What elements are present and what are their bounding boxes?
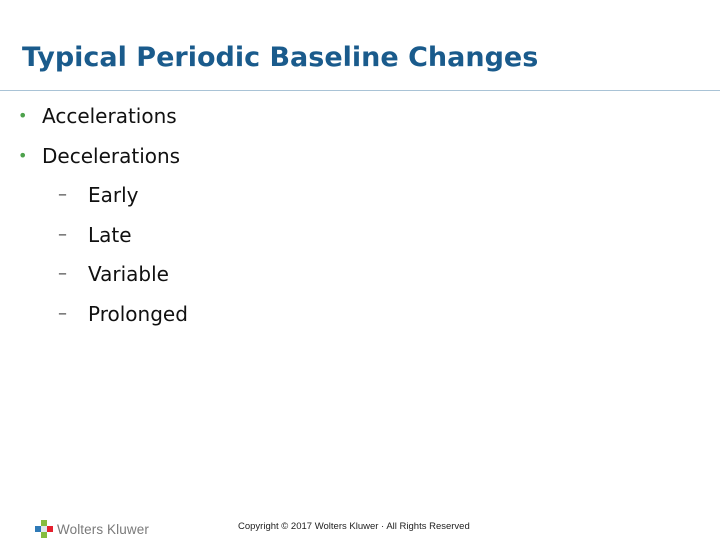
bullet-dash-icon: – bbox=[58, 303, 67, 324]
bullet-dot-icon: • bbox=[18, 106, 28, 125]
bullet-text-accelerations: Accelerations bbox=[42, 104, 177, 128]
bullet-dash-icon: – bbox=[58, 224, 67, 245]
wolters-kluwer-logo bbox=[35, 518, 149, 540]
sub-bullet-text-early: Early bbox=[88, 183, 139, 207]
wolters-kluwer-logo-icon bbox=[35, 520, 53, 538]
logo-wordmark: Wolters Kluwer bbox=[57, 521, 149, 537]
sub-bullet-text-variable: Variable bbox=[88, 262, 169, 286]
bullet-dash-icon: – bbox=[58, 184, 67, 205]
bullet-text-decelerations: Decelerations bbox=[42, 144, 181, 168]
copyright-notice: Copyright © 2017 Wolters Kluwer · All Rights Reserved bbox=[238, 521, 470, 532]
slide-title: Typical Periodic Baseline Changes bbox=[22, 42, 539, 73]
bullet-dash-icon: – bbox=[58, 263, 67, 284]
sub-bullet-text-late: Late bbox=[88, 223, 132, 247]
bullet-dot-icon: • bbox=[18, 146, 28, 165]
sub-bullet-text-prolonged: Prolonged bbox=[88, 302, 188, 326]
